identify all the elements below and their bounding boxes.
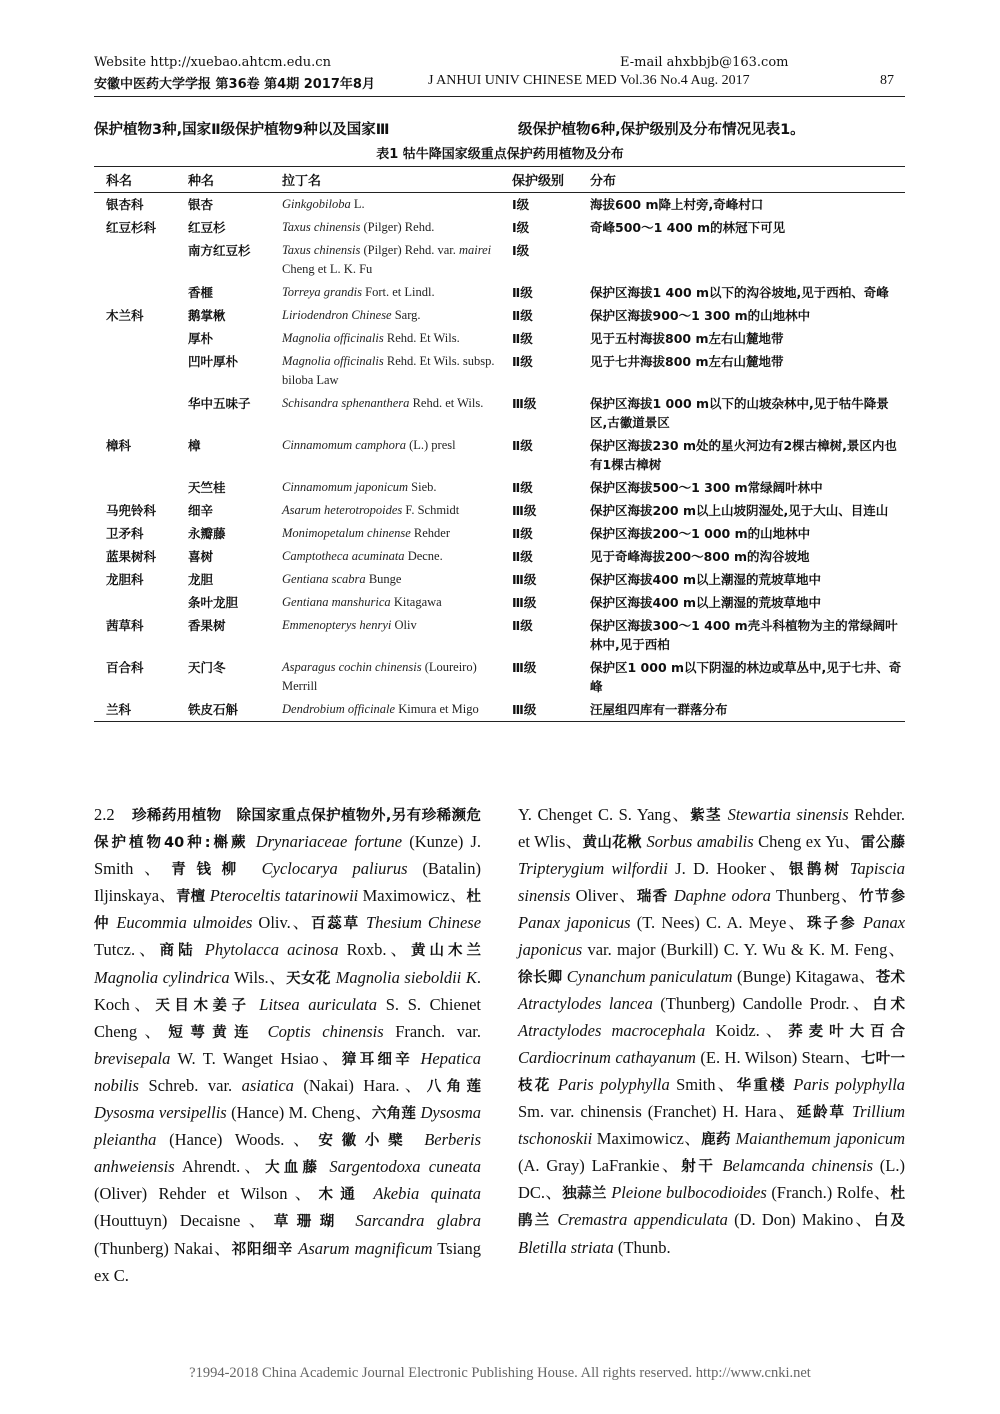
species-cell: 南方红豆杉 bbox=[188, 243, 251, 258]
latin-name-cell: Magnolia officinalis Rehd. Et Wils. subsp. biloba Law bbox=[282, 354, 495, 387]
table-row bbox=[94, 350, 905, 392]
col-header-family: 科名 bbox=[106, 174, 133, 189]
species-cell: 天竺桂 bbox=[188, 480, 226, 495]
header-rule bbox=[94, 96, 905, 97]
latin-name-cell: Gentiana scabra Bunge bbox=[282, 572, 402, 586]
distribution-cell: 见于奇峰海拔200～800 m的沟谷坡地 bbox=[590, 549, 810, 564]
col-header-latin: 拉丁名 bbox=[282, 174, 322, 189]
species-cell: 永瓣藤 bbox=[188, 526, 226, 541]
col-header-distribution: 分布 bbox=[590, 174, 617, 189]
intro-right: 级保护植物6种,保护级别及分布情况见表1。 bbox=[518, 122, 805, 138]
family-cell bbox=[94, 392, 176, 434]
species-cell: 红豆杉 bbox=[188, 220, 226, 235]
family-cell: 兰科 bbox=[106, 702, 132, 717]
distribution-cell: 保护区1 000 m以下阴湿的林边或草丛中,见于七井、奇峰 bbox=[590, 660, 902, 694]
protection-level-cell: Ⅱ级 bbox=[512, 285, 533, 300]
latin-name-cell: Taxus chinensis (Pilger) Rehd. bbox=[282, 220, 435, 234]
table-row bbox=[94, 698, 905, 722]
species-cell: 条叶龙胆 bbox=[188, 595, 239, 610]
protection-level-cell: Ⅰ级 bbox=[512, 243, 530, 258]
table-row bbox=[94, 239, 905, 281]
species-cell: 银杏 bbox=[188, 197, 214, 212]
latin-name-cell: Schisandra sphenanthera Rehd. et Wils. bbox=[282, 396, 484, 410]
species-cell: 华中五味子 bbox=[188, 396, 251, 411]
latin-name-cell: Gentiana manshurica Kitagawa bbox=[282, 595, 442, 609]
distribution-cell: 保护区海拔400 m以上潮湿的荒坡草地中 bbox=[590, 572, 821, 587]
distribution-cell: 保护区海拔1 000 m以下的山坡杂林中,见于牯牛降景区,古徽道景区 bbox=[590, 396, 889, 430]
col-header-species: 种名 bbox=[188, 174, 215, 189]
family-cell bbox=[94, 350, 176, 392]
family-cell: 木兰科 bbox=[106, 308, 144, 323]
table-header-row bbox=[94, 167, 905, 193]
latin-name-cell: Cinnamomum japonicum Sieb. bbox=[282, 480, 437, 494]
protection-level-cell: Ⅲ级 bbox=[512, 660, 537, 675]
distribution-cell: 保护区海拔500～1 300 m常绿阔叶林中 bbox=[590, 480, 823, 495]
latin-name-cell: Torreya grandis Fort. et Lindl. bbox=[282, 285, 435, 299]
table-row bbox=[94, 614, 905, 656]
table-row bbox=[94, 591, 905, 614]
family-cell bbox=[94, 476, 176, 499]
protection-level-cell: Ⅰ级 bbox=[512, 197, 530, 212]
protection-level-cell: Ⅱ级 bbox=[512, 331, 533, 346]
species-cell: 鹅掌楸 bbox=[188, 308, 226, 323]
protection-level-cell: Ⅱ级 bbox=[512, 480, 533, 495]
species-cell: 樟 bbox=[188, 438, 201, 453]
species-cell: 细辛 bbox=[188, 503, 214, 518]
table-row bbox=[94, 392, 905, 434]
header-journal-cn: 安徽中医药大学学报 第36卷 第4期 2017年8月 bbox=[94, 77, 375, 92]
table-row bbox=[94, 499, 905, 522]
distribution-cell: 保护区海拔200 m以上山坡阴湿处,见于大山、目连山 bbox=[590, 503, 889, 518]
distribution-cell: 保护区海拔300～1 400 m壳斗科植物为主的常绿阔叶林中,见于西柏 bbox=[590, 618, 898, 652]
table-row bbox=[94, 193, 905, 217]
protection-level-cell: Ⅱ级 bbox=[512, 526, 533, 541]
table-row bbox=[94, 216, 905, 239]
latin-name-cell: Camptotheca acuminata Decne. bbox=[282, 549, 443, 563]
species-cell: 香榧 bbox=[188, 285, 214, 300]
page-number: 87 bbox=[880, 73, 894, 88]
table-row bbox=[94, 327, 905, 350]
latin-name-cell: Monimopetalum chinense Rehder bbox=[282, 526, 451, 540]
latin-name-cell: Dendrobium officinale Kimura et Migo bbox=[282, 702, 479, 716]
protection-level-cell: Ⅲ级 bbox=[512, 572, 537, 587]
header-website: Website http://xuebao.ahtcm.edu.cn bbox=[94, 55, 331, 70]
col-header-level: 保护级别 bbox=[512, 174, 565, 189]
table-row bbox=[94, 522, 905, 545]
latin-name-cell: Asparagus cochin chinensis (Loureiro) Merrill bbox=[282, 660, 477, 693]
protection-level-cell: Ⅱ级 bbox=[512, 618, 533, 633]
distribution-cell: 保护区海拔400 m以上潮湿的荒坡草地中 bbox=[590, 595, 821, 610]
protection-level-cell: Ⅰ级 bbox=[512, 220, 530, 235]
protection-level-cell: Ⅲ级 bbox=[512, 503, 537, 518]
family-cell: 马兜铃科 bbox=[106, 503, 157, 518]
species-cell: 香果树 bbox=[188, 618, 226, 633]
family-cell bbox=[94, 281, 176, 304]
intro-left: 保护植物3种,国家Ⅱ级保护植物9种以及国家Ⅲ bbox=[94, 122, 390, 138]
latin-name-cell: Magnolia officinalis Rehd. Et Wils. bbox=[282, 331, 460, 345]
distribution-cell bbox=[578, 239, 905, 281]
distribution-cell: 保护区海拔1 400 m以下的沟谷坡地,见于西柏、奇峰 bbox=[590, 285, 889, 300]
family-cell: 茜草科 bbox=[106, 618, 144, 633]
distribution-cell: 保护区海拔230 m处的星火河边有2棵古樟树,景区内也有1棵古樟树 bbox=[590, 438, 897, 472]
table-row bbox=[94, 281, 905, 304]
header-email: E-mail ahxbbjb@163.com bbox=[620, 55, 789, 70]
distribution-cell: 奇峰500～1 400 m的林冠下可见 bbox=[590, 220, 786, 235]
distribution-cell: 保护区海拔900～1 300 m的山地林中 bbox=[590, 308, 811, 323]
latin-name-cell: Asarum heterotropoides F. Schmidt bbox=[282, 503, 460, 517]
protection-level-cell: Ⅱ级 bbox=[512, 354, 533, 369]
family-cell: 龙胆科 bbox=[106, 572, 144, 587]
distribution-cell: 汪屋组四库有一群落分布 bbox=[590, 702, 728, 717]
table-row bbox=[94, 434, 905, 476]
body-column-right: Y. Chenget C. S. Yang、紫茎 Stewartia sinensis Rehder. et Wlis、黄山花楸 Sorbus amabilis Cheng ex Yu、雷公藤 Tripterygium wilfordii J. D. Hooker、银鹊树 Tapiscia sinensis Oliver、瑞香 Daphne odora Thunberg、竹节参 Panax japonicus (T. Nees) C. A. Meye、珠子参 Panax japonicus var. major (Burkill) C. Y. Wu & K. M. Feng、徐长卿 Cynanchum paniculatum (Bunge) Kitagawa、苍术 Atractylodes lancea (Thunberg) Candolle Prodr.、白术 Atractylodes macrocephala Koidz.、荞麦叶大百合 Cardiocrinum cathayanum (E. H. Wilson) Stearn、七叶一枝花 Paris polyphylla Smith、华重楼 Paris polyphylla Sm. var. chinensis (Franchet) H. Hara、延龄草 Trillium tschonoskii Maximowicz、鹿药 Maianthemum japonicum (A. Gray) LaFrankie、射干 Belamcanda chinensis (L.) DC.、独蒜兰 Pleione bulbocodioides (Franch.) Rolfe、杜鹃兰 Cremastra appendiculata (D. Don) Makino、白及 Bletilla striata (Thunb. bbox=[518, 805, 906, 1257]
species-cell: 龙胆 bbox=[188, 572, 214, 587]
protection-level-cell: Ⅲ级 bbox=[512, 396, 537, 411]
family-cell: 卫矛科 bbox=[106, 526, 144, 541]
family-cell: 蓝果树科 bbox=[106, 549, 157, 564]
table-body bbox=[94, 193, 905, 722]
distribution-cell: 见于五村海拔800 m左右山麓地带 bbox=[590, 331, 784, 346]
species-cell: 喜树 bbox=[188, 549, 214, 564]
family-cell bbox=[94, 239, 176, 281]
body-column-left: 2.2 珍稀药用植物 除国家重点保护植物外,另有珍稀濒危保护植物40种:槲蕨 Drynariaceae fortune (Kunze) J. Smith、青钱柳 Cyclocarya paliurus (Batalin) Iljinskaya、青檀 Pteroceltis tatarinowii Maximowicz、杜仲 Eucommia ulmoides Oliv.、百蕊草 Thesium Chinese Tutcz.、商陆 Phytolacca acinosa Roxb.、黄山木兰 Magnolia cylindrica Wils.、天女花 Magnolia sieboldii K. Koch、天目木姜子 Litsea auriculata S. S. Chienet Cheng、短萼黄连 Coptis chinensis Franch. var. brevisepala W. T. Wanget Hsiao、獐耳细辛 Hepatica nobilis Schreb. var. asiatica (Nakai) Hara.、八角莲 Dysosma versipellis (Hance) M. Cheng、六角莲 Dysosma pleiantha (Hance) Woods.、安徽小檗 Berberis anhweiensis Ahrendt.、大血藤 Sargentodoxa cuneata (Oliver) Rehder et Wilson、木通 Akebia quinata (Houttuyn) Decaisne、草珊瑚 Sarcandra glabra (Thunberg) Nakai、祁阳细辛 Asarum magnificum Tsiang ex C. bbox=[94, 805, 482, 1285]
protection-level-cell: Ⅲ级 bbox=[512, 702, 537, 717]
table-row bbox=[94, 545, 905, 568]
distribution-cell: 保护区海拔200～1 000 m的山地林中 bbox=[590, 526, 811, 541]
table-row bbox=[94, 568, 905, 591]
family-cell: 樟科 bbox=[106, 438, 132, 453]
latin-name-cell: Cinnamomum camphora (L.) presl bbox=[282, 438, 456, 452]
species-cell: 厚朴 bbox=[188, 331, 214, 346]
latin-name-cell: Taxus chinensis (Pilger) Rehd. var. mairei Cheng et L. K. Fu bbox=[282, 243, 492, 276]
protection-level-cell: Ⅱ级 bbox=[512, 308, 533, 323]
table-row bbox=[94, 476, 905, 499]
table-row bbox=[94, 304, 905, 327]
latin-name-cell: Ginkgobiloba L. bbox=[282, 197, 365, 211]
latin-name-cell: Emmenopterys henryi Oliv bbox=[282, 618, 417, 632]
distribution-cell: 海拔600 m降上村旁,奇峰村口 bbox=[590, 197, 764, 212]
protection-level-cell: Ⅱ级 bbox=[512, 549, 533, 564]
latin-name-cell: Liriodendron Chinese Sarg. bbox=[282, 308, 421, 322]
table-caption: 表1 牯牛降国家级重点保护药用植物及分布 bbox=[376, 147, 624, 162]
species-cell: 天门冬 bbox=[188, 660, 226, 675]
protected-plants-table bbox=[94, 166, 905, 722]
protection-level-cell: Ⅱ级 bbox=[512, 438, 533, 453]
family-cell bbox=[94, 591, 176, 614]
distribution-cell: 见于七井海拔800 m左右山麓地带 bbox=[590, 354, 784, 369]
family-cell: 红豆杉科 bbox=[106, 220, 157, 235]
species-cell: 铁皮石斛 bbox=[188, 702, 239, 717]
protection-level-cell: Ⅲ级 bbox=[512, 595, 537, 610]
species-cell: 凹叶厚朴 bbox=[188, 354, 239, 369]
copyright-footer: ?1994-2018 China Academic Journal Electronic Publishing House. All rights reserved. http://www.cnki.net bbox=[189, 1365, 811, 1381]
header-journal-en: J ANHUI UNIV CHINESE MED Vol.36 No.4 Aug. 2017 bbox=[428, 73, 750, 88]
family-cell: 百合科 bbox=[106, 660, 144, 675]
family-cell: 银杏科 bbox=[106, 197, 144, 212]
family-cell bbox=[94, 327, 176, 350]
table-row bbox=[94, 656, 905, 698]
